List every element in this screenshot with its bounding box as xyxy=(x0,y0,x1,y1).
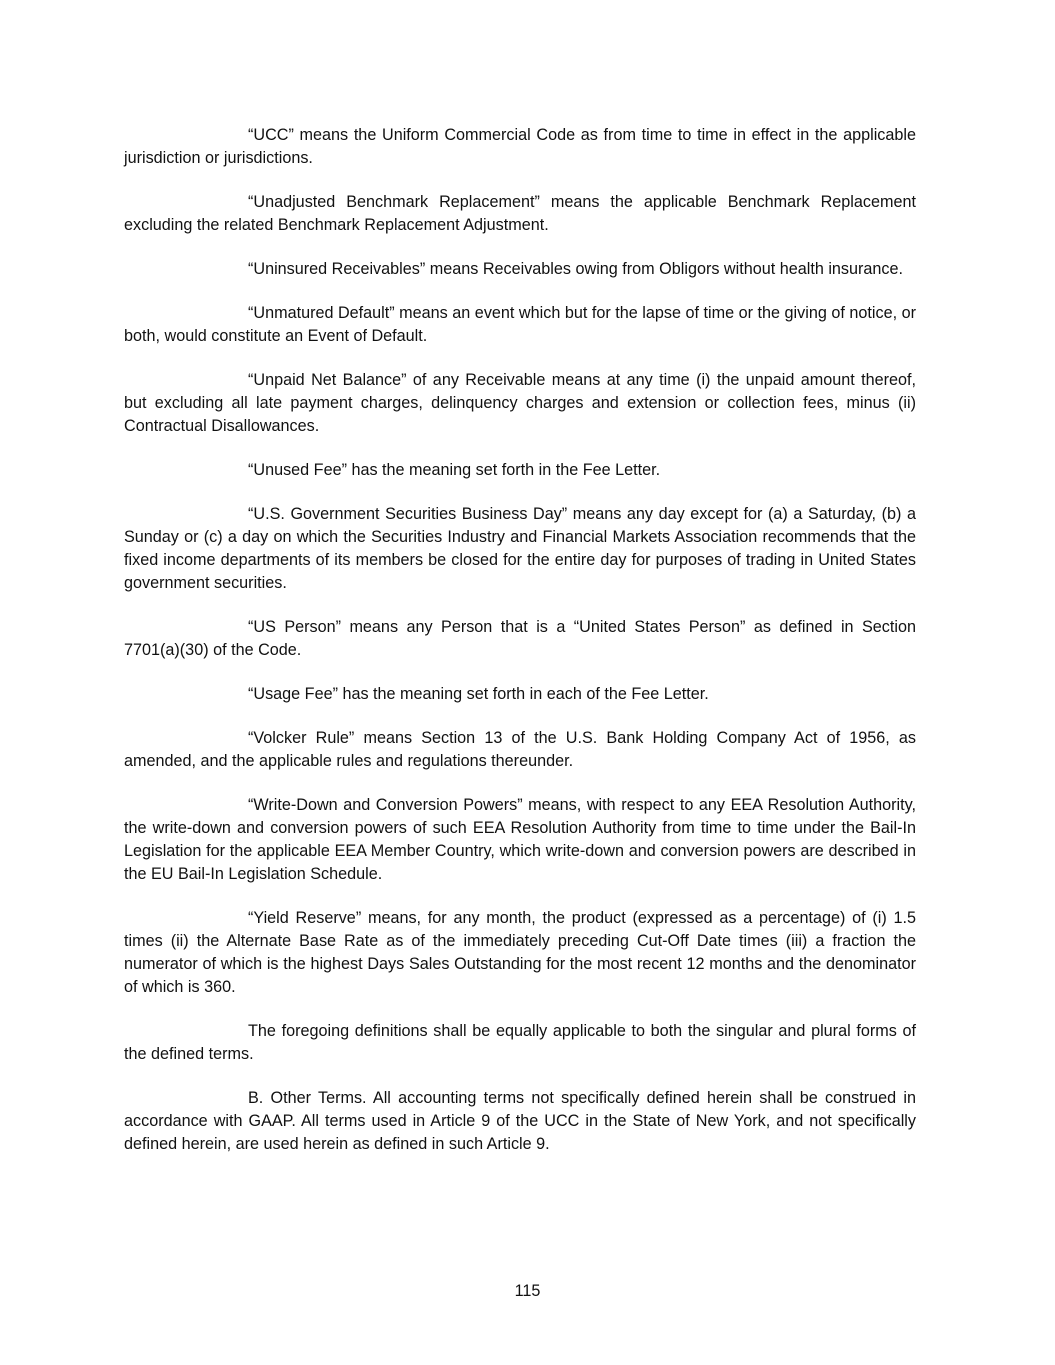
page-number: 115 xyxy=(514,1282,541,1300)
definition-unadjusted-benchmark-replacement: “Unadjusted Benchmark Replacement” means the applicable Benchmark Replacement excluding the related Benchmark Replacement Adjustment. xyxy=(124,193,916,234)
definition-yield-reserve: “Yield Reserve” means, for any month, the product (expressed as a percentage) of (i) 1.5 times (ii) the Alternate Base Rate as of the immediately preceding Cut-Off Date times (iii) a fraction the numerator of which is the highest Days Sales Outstanding for the most recent 12 months and the denominator of which is 360. xyxy=(124,909,916,996)
definitions-applicability-note: The foregoing definitions shall be equally applicable to both the singular and plural forms of the defined terms. xyxy=(124,1022,916,1063)
other-terms-section: B. Other Terms. All accounting terms not specifically defined herein shall be construed in accordance with GAAP. All terms used in Article 9 of the UCC in the State of New York, and not specifically defined herein, are used herein as defined in such Article 9. xyxy=(124,1089,916,1153)
document-page xyxy=(124,124,916,1177)
definition-unused-fee: “Unused Fee” has the meaning set forth in the Fee Letter. xyxy=(248,461,661,479)
definition-volcker-rule: “Volcker Rule” means Section 13 of the U.S. Bank Holding Company Act of 1956, as amended, and the applicable rules and regulations thereunder. xyxy=(124,729,916,770)
definition-write-down-and-conversion-powers: “Write-Down and Conversion Powers” means, with respect to any EEA Resolution Authority, the write-down and conversion powers of such EEA Resolution Authority from time to time under the Bail-In Legislation for the applicable EEA Member Country, which write-down and conversion powers are described in the EU Bail-In Legislation Schedule. xyxy=(124,796,916,883)
definition-ucc: “UCC” means the Uniform Commercial Code as from time to time in effect in the applicable jurisdiction or jurisdictions. xyxy=(124,126,916,167)
definition-uninsured-receivables: “Uninsured Receivables” means Receivables owing from Obligors without health insurance. xyxy=(248,260,904,278)
definition-us-person: “US Person” means any Person that is a “United States Person” as defined in Section 7701(a)(30) of the Code. xyxy=(124,618,916,659)
definition-usage-fee: “Usage Fee” has the meaning set forth in each of the Fee Letter. xyxy=(248,685,709,703)
definition-unpaid-net-balance: “Unpaid Net Balance” of any Receivable means at any time (i) the unpaid amount thereof, but excluding all late payment charges, delinquency charges and extension or collection fees, minus (ii) Contractual Disallowances. xyxy=(124,371,916,435)
definition-us-government-securities-business-day: “U.S. Government Securities Business Day” means any day except for (a) a Saturday, (b) a Sunday or (c) a day on which the Securities Industry and Financial Markets Association recommends that the fixed income departments of its members be closed for the entire day for purposes of trading in United States government securities. xyxy=(124,505,916,592)
definition-unmatured-default: “Unmatured Default” means an event which but for the lapse of time or the giving of notice, or both, would constitute an Event of Default. xyxy=(124,304,916,345)
